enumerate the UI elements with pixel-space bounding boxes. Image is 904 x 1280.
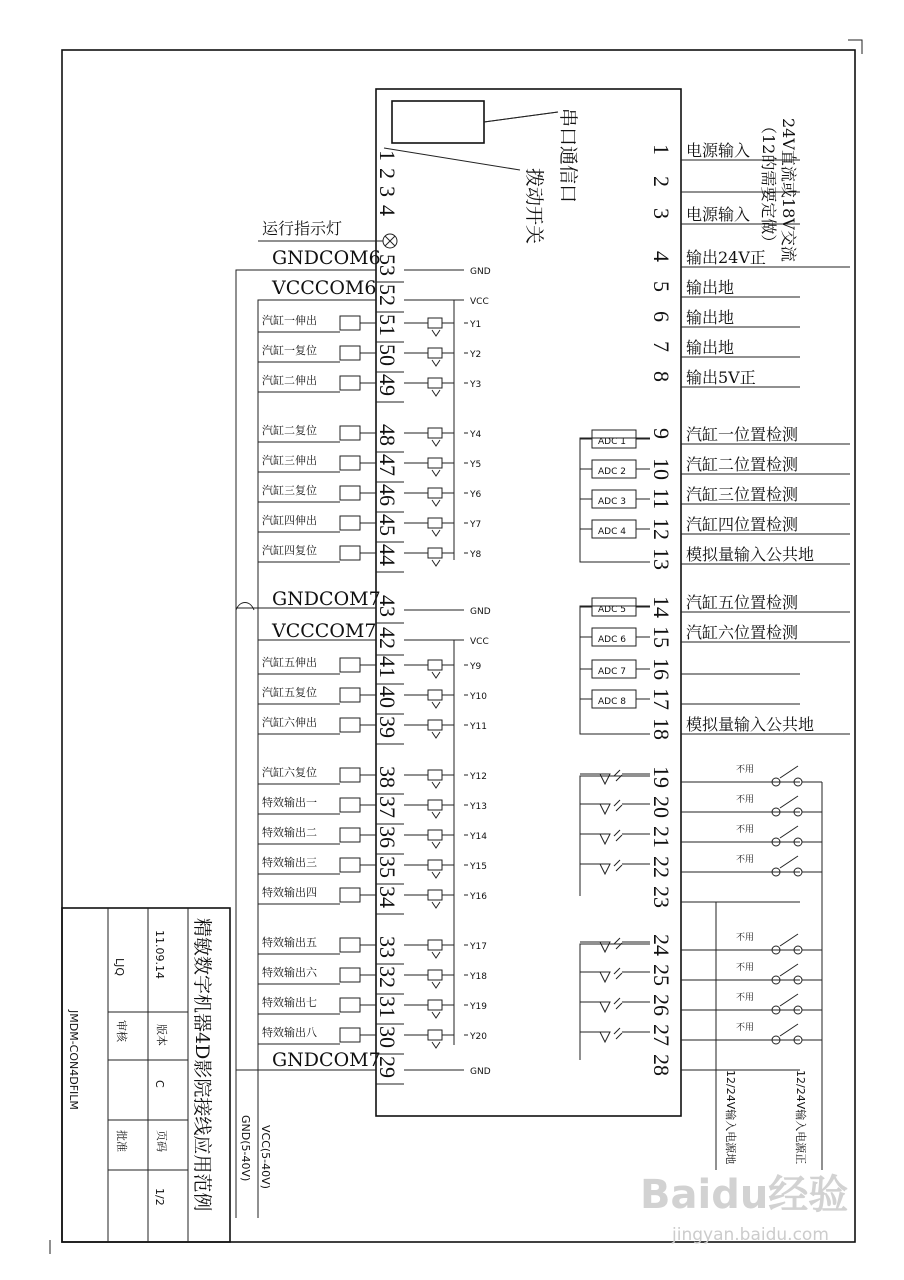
left-pin-36: 36	[375, 826, 400, 848]
y-output-33: Y17	[470, 942, 487, 952]
right-pin-11: 11	[649, 488, 674, 510]
right-label-11: 汽缸三位置检测	[686, 485, 799, 504]
right-label-10: 汽缸二位置检测	[686, 455, 799, 474]
right-pin-19: 19	[649, 766, 674, 788]
dip-pin-3: 3	[375, 186, 400, 197]
right-label-9: 汽缸一位置检测	[686, 425, 799, 444]
common-net-29: GNDCOM7	[272, 1049, 381, 1071]
y-output-49: Y3	[470, 380, 482, 390]
right-pin-7: 7	[649, 341, 674, 352]
switch-label-19: 不用	[736, 765, 755, 775]
right-pin-9: 9	[649, 428, 674, 439]
right-pin-12: 12	[649, 518, 674, 540]
output-label-39: 汽缸六伸出	[262, 716, 317, 729]
left-pin-45: 45	[375, 514, 400, 536]
common-net-43: GNDCOM7	[272, 588, 381, 610]
y-output-37: Y13	[470, 802, 487, 812]
rail-label-gnd: GND	[470, 267, 491, 277]
watermark-brand: Baidu经验	[640, 1172, 849, 1218]
review-label: 审核	[115, 1020, 128, 1042]
right-label-3: 电源输入	[686, 205, 751, 224]
right-pin-16: 16	[649, 658, 674, 680]
power-note-line2: （12的需要定做）	[759, 118, 778, 251]
adc-label-11: ADC 3	[598, 497, 626, 507]
left-pin-50: 50	[375, 344, 400, 366]
right-pin-5: 5	[649, 281, 674, 292]
adc-label-17: ADC 8	[598, 697, 626, 707]
left-pin-44: 44	[375, 544, 400, 566]
common-net-52: VCCCOM6	[272, 277, 377, 299]
left-pin-43: 43	[375, 595, 400, 617]
right-pin-22: 22	[649, 856, 674, 878]
left-pin-38: 38	[375, 766, 400, 788]
left-pin-33: 33	[375, 936, 400, 958]
left-pin-29: 29	[375, 1056, 400, 1078]
right-label-7: 输出地	[686, 338, 735, 357]
right-pin-17: 17	[649, 688, 674, 710]
left-pin-39: 39	[375, 716, 400, 738]
left-pin-35: 35	[375, 856, 400, 878]
left-pin-34: 34	[375, 886, 400, 908]
right-pin-3: 3	[649, 208, 674, 219]
right-pin-20: 20	[649, 796, 674, 818]
left-pin-30: 30	[375, 1026, 400, 1048]
input-power-neg: 12/24V输入电源地	[724, 1070, 737, 1165]
left-pin-46: 46	[375, 484, 400, 506]
right-label-14: 汽缸五位置检测	[686, 593, 799, 612]
output-label-46: 汽缸三复位	[262, 484, 317, 497]
right-pin-23: 23	[649, 886, 674, 908]
watermark-url: jingyan.baidu.com	[672, 1225, 829, 1245]
y-output-31: Y19	[470, 1002, 487, 1012]
right-label-18: 模拟量输入公共地	[686, 715, 815, 734]
y-output-35: Y15	[470, 862, 487, 872]
y-output-39: Y11	[470, 722, 487, 732]
switch-label-22: 不用	[736, 855, 755, 865]
left-pin-51: 51	[375, 314, 400, 336]
page-value: 1/2	[153, 1188, 166, 1206]
right-pin-28: 28	[649, 1054, 674, 1076]
output-label-41: 汽缸五伸出	[262, 656, 317, 669]
output-label-40: 汽缸五复位	[262, 686, 317, 699]
drawing-title: 精敏数字机器4D影院接线应用范例	[191, 918, 213, 1212]
rail-label-vcc: VCC	[470, 297, 489, 307]
y-output-48: Y4	[470, 430, 482, 440]
rail-label-gnd: GND	[470, 1067, 491, 1077]
right-pin-13: 13	[649, 548, 674, 570]
right-pin-10: 10	[649, 458, 674, 480]
switch-label-21: 不用	[736, 825, 755, 835]
y-output-45: Y7	[470, 520, 482, 530]
left-pin-31: 31	[375, 996, 400, 1018]
y-output-51: Y1	[470, 320, 482, 330]
switch-label-25: 不用	[736, 963, 755, 973]
output-label-44: 汽缸四复位	[262, 544, 317, 557]
adc-label-12: ADC 4	[598, 527, 626, 537]
adc-label-9: ADC 1	[598, 437, 626, 447]
output-label-50: 汽缸一复位	[262, 344, 317, 357]
right-pin-15: 15	[649, 626, 674, 648]
left-pin-49: 49	[375, 374, 400, 396]
right-pin-26: 26	[649, 994, 674, 1016]
y-output-44: Y8	[470, 550, 482, 560]
right-pin-8: 8	[649, 371, 674, 382]
output-label-38: 汽缸六复位	[262, 766, 317, 779]
output-label-30: 特效输出八	[262, 1026, 317, 1039]
right-pin-27: 27	[649, 1024, 674, 1046]
serial-port-label: 串口通信口	[557, 108, 579, 204]
output-label-32: 特效输出六	[262, 966, 317, 979]
dip-pin-1: 1	[375, 150, 400, 161]
y-output-47: Y5	[470, 460, 482, 470]
output-label-51: 汽缸一伸出	[262, 314, 317, 327]
drawing-date: 11.09.14	[153, 930, 166, 979]
right-pin-14: 14	[649, 596, 674, 618]
y-output-46: Y6	[470, 490, 482, 500]
right-pin-24: 24	[649, 934, 674, 956]
right-label-12: 汽缸四位置检测	[686, 515, 799, 534]
right-pin-4: 4	[649, 251, 674, 262]
y-output-40: Y10	[470, 692, 487, 702]
right-label-15: 汽缸六位置检测	[686, 623, 799, 642]
right-label-6: 输出地	[686, 308, 735, 327]
output-label-31: 特效输出七	[262, 996, 317, 1009]
right-label-4: 输出24V正	[686, 248, 766, 267]
right-pin-21: 21	[649, 826, 674, 848]
adc-label-15: ADC 6	[598, 635, 626, 645]
y-output-38: Y12	[470, 772, 487, 782]
left-pin-37: 37	[375, 796, 400, 818]
y-output-41: Y9	[470, 662, 482, 672]
common-net-42: VCCCOM7	[272, 620, 377, 642]
right-pin-2: 2	[649, 176, 674, 187]
right-pin-18: 18	[649, 718, 674, 740]
output-label-37: 特效输出一	[262, 796, 317, 809]
output-label-48: 汽缸二复位	[262, 424, 317, 437]
dip-switch-label: 拨动开关	[523, 168, 545, 245]
output-label-49: 汽缸二伸出	[262, 374, 317, 387]
right-pin-25: 25	[649, 964, 674, 986]
output-label-36: 特效输出二	[262, 826, 317, 839]
approve-label: 批准	[115, 1130, 128, 1152]
output-label-35: 特效输出三	[262, 856, 317, 869]
y-output-30: Y20	[470, 1032, 487, 1042]
left-pin-53: 53	[375, 254, 400, 276]
left-pin-52: 52	[375, 284, 400, 306]
right-label-5: 输出地	[686, 278, 735, 297]
right-label-13: 模拟量输入公共地	[686, 545, 815, 564]
y-output-32: Y18	[470, 972, 487, 982]
switch-label-24: 不用	[736, 933, 755, 943]
y-output-34: Y16	[470, 892, 487, 902]
version-value: C	[153, 1080, 166, 1088]
output-label-33: 特效输出五	[262, 936, 317, 949]
left-pin-41: 41	[375, 656, 400, 678]
left-pin-42: 42	[375, 627, 400, 649]
power-note-line1: 24V直流或18V交流	[779, 118, 798, 262]
adc-label-16: ADC 7	[598, 667, 626, 677]
rail-label-vcc: VCC	[470, 637, 489, 647]
drawing-number: JMDM-CON4DFILM	[67, 1010, 80, 1110]
adc-label-10: ADC 2	[598, 467, 626, 477]
dip-pin-2: 2	[375, 168, 400, 179]
left-pin-48: 48	[375, 424, 400, 446]
output-label-47: 汽缸三伸出	[262, 454, 317, 467]
right-pin-1: 1	[649, 144, 674, 155]
common-net-53: GNDCOM6	[272, 247, 381, 269]
left-pin-40: 40	[375, 686, 400, 708]
page-label: 页码	[155, 1130, 168, 1152]
dip-pin-4: 4	[375, 205, 400, 216]
rail-label-gnd: GND	[470, 607, 491, 617]
output-label-34: 特效输出四	[262, 886, 317, 899]
y-output-50: Y2	[470, 350, 482, 360]
adc-label-14: ADC 5	[598, 605, 626, 615]
vcc-note: VCC(5-40V)	[259, 1125, 272, 1189]
input-power-pos: 12/24V输入电源正	[794, 1070, 807, 1165]
left-pin-47: 47	[375, 454, 400, 476]
right-label-1: 电源输入	[686, 141, 751, 160]
right-label-8: 输出5V正	[686, 368, 756, 387]
run-indicator-label: 运行指示灯	[262, 219, 343, 238]
right-pin-6: 6	[649, 311, 674, 322]
author: LJQ	[113, 958, 126, 977]
left-pin-32: 32	[375, 966, 400, 988]
switch-label-20: 不用	[736, 795, 755, 805]
gnd-note: GND(5-40V)	[239, 1115, 252, 1182]
switch-label-26: 不用	[736, 993, 755, 1003]
switch-label-27: 不用	[736, 1023, 755, 1033]
version-label: 版本	[155, 1024, 168, 1046]
y-output-36: Y14	[470, 832, 487, 842]
output-label-45: 汽缸四伸出	[262, 514, 317, 527]
